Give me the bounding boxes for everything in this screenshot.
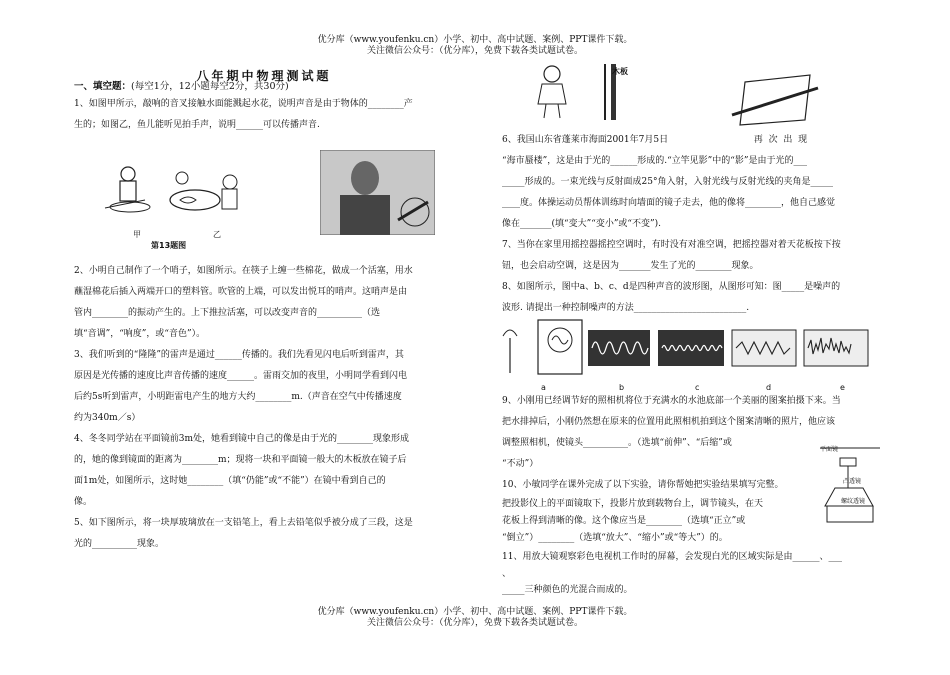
q4-line-3: 面1m处，如图所示，这时她________（填“仍能”或“不能”）在镜中看到自己的 bbox=[74, 476, 386, 486]
q10-line-4: “倒立”）________（选填“放大”、“缩小”或“等大”）的。 bbox=[502, 533, 728, 543]
q9-line-3: 调整照相机，使镜头__________。（选填“前伸”、“后缩”或 bbox=[502, 438, 732, 448]
girl-leg-r bbox=[558, 104, 560, 118]
q7-line-2: 钮，也会启动空调，这是因为_______发生了光的________现象。 bbox=[502, 261, 759, 271]
q6-line-3: _____形成的。一束光线与反射面成25°角入射，入射光线与反射光线的夹角是_____ bbox=[502, 177, 833, 187]
label-proj3: 螺纹透镜 bbox=[841, 498, 866, 505]
label-wave-e: e bbox=[840, 383, 845, 392]
pencil bbox=[732, 88, 818, 115]
tuning-fork bbox=[503, 330, 517, 336]
q9-line-1: 9、小刚用已经调节好的照相机将位于充满水的水池底部一个美丽的图案拍摄下来。当 bbox=[502, 396, 841, 406]
q4-line-1: 4、冬冬同学站在平面镜前3m处，她看到镜中自己的像是由于光的________现象形成 bbox=[74, 434, 409, 444]
q11-line-1: 11、用放大镜观察彩色电视机工作时的屏幕，会发现白光的区域实际是由______、___ bbox=[502, 552, 842, 562]
projector-base bbox=[827, 506, 873, 522]
boy-head bbox=[351, 161, 379, 195]
waveform-figure bbox=[500, 318, 880, 380]
tuning-fork-fish-figure bbox=[100, 160, 250, 230]
q8-line-2: 波形. 请提出一种控制噪声的方法_________________________. bbox=[502, 303, 750, 313]
person-head-c bbox=[223, 175, 237, 189]
section-heading bbox=[74, 80, 462, 94]
projector-mirror bbox=[840, 458, 856, 466]
q9-line-4: “不动”） bbox=[502, 459, 539, 469]
person-body-a bbox=[120, 181, 136, 201]
label-yi: 乙 bbox=[213, 230, 221, 239]
q4-line-2: 的，她的像到镜面的距离为________m；现将一块和平面镜一般大的木板放在镜子后 bbox=[74, 455, 407, 465]
speaker-setup bbox=[503, 320, 582, 374]
wave-panel-e bbox=[804, 330, 868, 366]
person-head-b bbox=[176, 172, 188, 184]
label-proj1: 平面镜 bbox=[820, 446, 839, 453]
girl-head bbox=[544, 66, 560, 82]
label-proj2: 凸透镜 bbox=[843, 478, 862, 485]
girl-figure bbox=[530, 62, 580, 122]
q1-line-1: 1、如图甲所示，敲响的音叉接触水面能溅起水花，说明声音是由于物体的________产 bbox=[74, 99, 413, 109]
q2-line-1: 2、小明自己制作了一个哨子，如图所示。在筷子上缠一些棉花，做成一个活塞，用水 bbox=[74, 266, 413, 276]
glass-pencil-figure bbox=[730, 70, 820, 130]
q10-line-1: 10、小敏同学在课外完成了以下实验，请你帮她把实验结果填写完整。 bbox=[502, 480, 784, 490]
q10-line-3: 花板上得到清晰的像。这个像应当是________（选填“正立”或 bbox=[502, 516, 746, 526]
section-label: 一、填空题： bbox=[74, 81, 132, 92]
label-wave-d: d bbox=[766, 383, 772, 392]
q5-line-1: 5、如下图所示，将一块厚玻璃放在一支铅笔上，看上去铅笔似乎被分成了三段，这是 bbox=[74, 518, 413, 528]
q6-line-4: ____度。体操运动员帮体训练时向墙面的镜子走去，他的像将________，他自己感觉 bbox=[502, 198, 836, 208]
boy-body bbox=[340, 195, 390, 235]
q1-line-2: 生的；如图乙，鱼儿能听见拍手声，说明______可以传播声音. bbox=[74, 120, 320, 130]
q10-line-2: 把投影仪上的平面镜取下，投影片放到载物台上，调节镜头，在天 bbox=[502, 499, 764, 509]
q3-line-1: 3、我们听到的“隆隆”的雷声是通过______传播的。我们先看见闪电后听到雷声，其 bbox=[74, 350, 404, 360]
girl-dress bbox=[538, 84, 566, 104]
boy-whistle-photo bbox=[320, 150, 435, 235]
fish-shape bbox=[180, 197, 196, 203]
q3-line-4: 约为340m／s） bbox=[74, 413, 141, 423]
q11-line-3: _____三种颜色的光混合而成的。 bbox=[502, 585, 633, 595]
q11-line-2: 、 bbox=[502, 569, 512, 579]
q8-line-1: 8、如图所示，图中a、b、c、d是四种声音的波形图，从图形可知：图_____是噪声的 bbox=[502, 282, 841, 292]
section-note: (每空1分，12小题每空2分，共30分) bbox=[131, 81, 289, 92]
header-line-1: 优分库（www.youfenku.cn）小学、初中、高中试题、案例、PPT课件下载。 bbox=[317, 35, 633, 45]
label-wave-a: a bbox=[541, 383, 546, 392]
q7-line-1: 7、当你在家里用摇控器摇控空调时，有时没有对准空调，把摇控器对着天花板按下按 bbox=[502, 240, 841, 250]
label-wave-b: b bbox=[619, 383, 625, 392]
person-head-a bbox=[121, 167, 135, 181]
person-body-c bbox=[222, 189, 237, 209]
q3-line-3: 后约5s听到雷声，小明距雷电产生的地方大约________m.（声音在空气中传播速度 bbox=[74, 392, 402, 402]
q2-line-3: 管内________的振动产生的。上下推拉活塞，可以改变声音的__________（选 bbox=[74, 308, 381, 318]
header-line-2: 关注微信公众号：（优分库），免费下载各类试题试卷。 bbox=[366, 46, 583, 56]
girl-leg-l bbox=[544, 104, 546, 118]
q6-line-5: 像在_______(填“变大”“变小”或“不变”). bbox=[502, 219, 661, 229]
label-fig13: 第13题图 bbox=[151, 241, 187, 250]
q9-line-2: 把水排掉后，小刚仍然想在原来的位置用此照相机拍到这个图案清晰的照片，他应该 bbox=[502, 417, 836, 427]
label-wave-c: c bbox=[695, 383, 700, 392]
fish-bowl bbox=[170, 190, 220, 210]
q5-line-2: 光的__________现象。 bbox=[74, 539, 165, 549]
label-jia: 甲 bbox=[133, 230, 141, 239]
q2-line-4: 填“音调”，“响度”，或“音色”）。 bbox=[74, 329, 206, 339]
q6-line-1: 6、我国山东省蓬莱市海面2001年7月5日 再 次 出 现 bbox=[502, 135, 808, 145]
oscilloscope-trace bbox=[552, 336, 568, 344]
wave-panel-d bbox=[732, 330, 796, 366]
q2-line-2: 蘸湿棉花后插入两端开口的塑料管。吹管的上端，可以发出悦耳的哨声。这哨声是由 bbox=[74, 287, 408, 297]
footer-line-1: 优分库（www.youfenku.cn）小学、初中、高中试题、案例、PPT课件下载。 bbox=[317, 607, 633, 617]
exam-title: 八年期中物理测试题 bbox=[196, 69, 332, 83]
q4-line-4: 像。 bbox=[74, 497, 93, 507]
q6-line-2: “海市蜃楼”，这是由于光的______形成的.“立竿见影”中的“影”是由于光的___ bbox=[502, 156, 807, 166]
footer-line-2: 关注微信公众号：（优分库），免费下载各类试题试卷。 bbox=[366, 618, 583, 628]
label-muban: 木板 bbox=[612, 67, 628, 76]
q3-line-2: 原因是光传播的速度比声音传播的速度______。雷雨交加的夜里，小明同学看到闪电 bbox=[74, 371, 408, 381]
